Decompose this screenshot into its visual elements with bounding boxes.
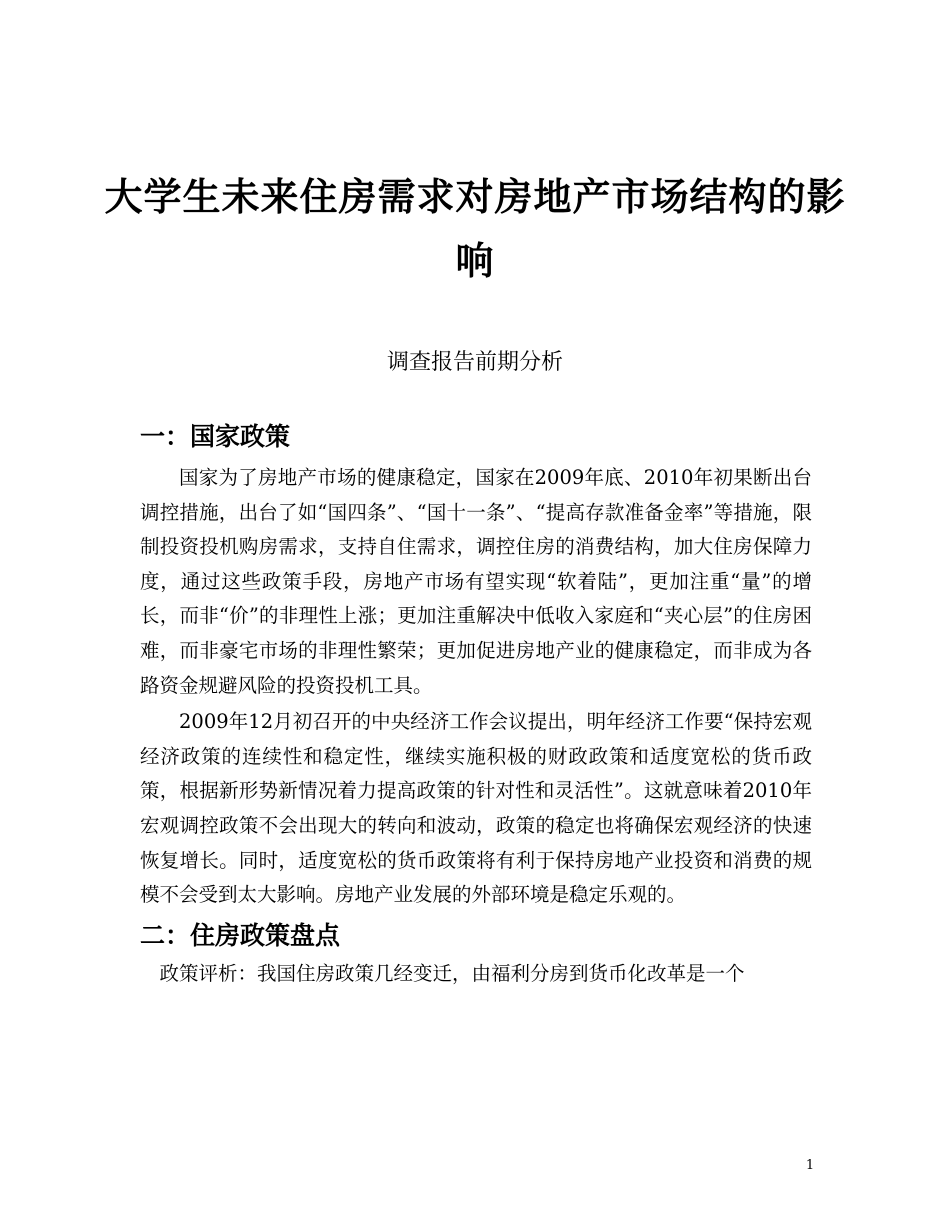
page-number: 1 xyxy=(805,1158,815,1173)
document-body xyxy=(140,418,812,991)
paragraph-policy-measures: 国家为了房地产市场的健康稳定，国家在2009年底、2010年初果断出台调控措施，出台了如“国四条”、“国十一条”、“提高存款准备金率”等措施，限制投资投机购房需求，支持自住需求，调控住房的消费结构，加大住房保障力度，通过这些政策手段，房地产市场有望实现“软着陆”，更加注重“量”的增长，而非“价”的非理性上涨；更加注重解决中低收入家庭和“夹心层”的住房困难，而非豪宅市场的非理性繁荣；更加促进房地产业的健康稳定，而非成为各路资金规避风险的投资投机工具。 xyxy=(140,466,812,697)
paragraph-policy-analysis: 政策评析：我国住房政策几经变迁，由福利分房到货币化改革是一个 xyxy=(159,961,745,985)
paragraph-economic-conference: 2009年12月初召开的中央经济工作会议提出，明年经济工作要“保持宏观经济政策的连续性和稳定性，继续实施积极的财政政策和适度宽松的货币政策，根据新形势新情况着力提高政策的针对性和灵活性”。这就意味着2010年宏观调控政策不会出现大的转向和波动，政策的稳定也将确保宏观经济的快速恢复增长。同时，适度宽松的货币政策将有利于保持房地产业投资和消费的规模不会受到太大影响。房地产业发展的外部环境是稳定乐观的。 xyxy=(140,710,812,907)
document-title: 大学生未来住房需求对房地产市场结构的影响 xyxy=(104,175,846,284)
section-heading-national-policy: 一：国家政策 xyxy=(140,422,291,451)
document-subtitle: 调查报告前期分析 xyxy=(386,350,563,375)
section-heading-housing-policy-review: 二：住房政策盘点 xyxy=(140,920,341,950)
